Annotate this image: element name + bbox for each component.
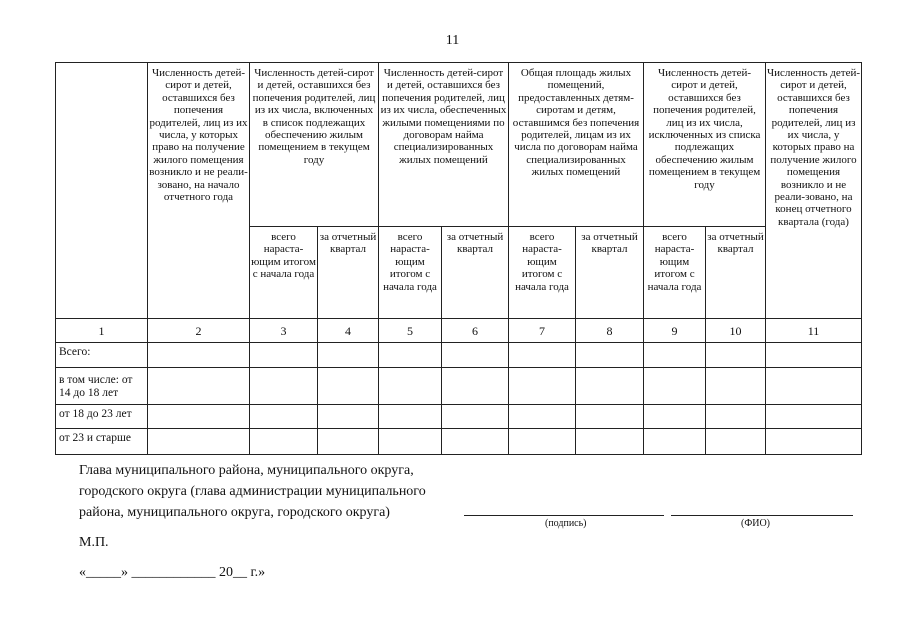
table-cell[interactable]	[379, 405, 442, 429]
header-col-2: Численность детей-сирот и детей, оставшихся без попечения родителей, лиц из их числа, у которых право на получение жилого помещения возникло и не реали-зовано, на начало отчетного года	[148, 63, 250, 319]
report-table	[55, 62, 862, 455]
signatory-title	[79, 460, 426, 523]
subheader-quarter: за отчетный квартал	[442, 227, 509, 319]
table-cell[interactable]	[250, 343, 318, 368]
table-cell[interactable]	[706, 405, 766, 429]
table-cell[interactable]	[509, 368, 576, 405]
header-col-7-8: Общая площадь жилых помещений, предоставленных детям-сиротам и детям, оставшимся без попечения родителей, лицам из их числа по договорам найма специализированных жилых помещений	[509, 63, 644, 227]
table-row	[56, 405, 862, 429]
table-cell[interactable]	[706, 343, 766, 368]
column-number: 8	[576, 319, 644, 343]
header-col-5-6: Численность детей-сирот и детей, оставшихся без попечения родителей, лиц из их числа, обеспеченных жилыми помещениями по договорам найма специализированных жилых помещений	[379, 63, 509, 227]
subheader-quarter: за отчетный квартал	[706, 227, 766, 319]
table-cell[interactable]	[509, 429, 576, 455]
table-cell[interactable]	[318, 405, 379, 429]
header-col-3-4: Численность детей-сирот и детей, оставшихся без попечения родителей, лиц из их числа, включенных в список подлежащих обеспечению жилым помещением в текущем году	[250, 63, 379, 227]
subheader-quarter: за отчетный квартал	[318, 227, 379, 319]
table-cell[interactable]	[250, 429, 318, 455]
subheader-total: всего нараста-ющим итогом с начала года	[509, 227, 576, 319]
column-number: 9	[644, 319, 706, 343]
table-row	[56, 343, 862, 368]
table-cell[interactable]	[644, 368, 706, 405]
row-label: в том числе: от 14 до 18 лет	[56, 368, 148, 405]
subheader-total: всего нараста-ющим итогом с начала года	[644, 227, 706, 319]
table-cell[interactable]	[318, 368, 379, 405]
signatory-line: Глава муниципального района, муниципального округа,	[79, 463, 414, 478]
table-cell[interactable]	[509, 405, 576, 429]
table-cell[interactable]	[766, 405, 862, 429]
column-number: 3	[250, 319, 318, 343]
table-cell[interactable]	[148, 429, 250, 455]
table-cell[interactable]	[148, 368, 250, 405]
table-cell[interactable]	[442, 405, 509, 429]
table-cell[interactable]	[509, 343, 576, 368]
subheader-total: всего нараста-ющим итогом с начала года	[379, 227, 442, 319]
table-row	[56, 429, 862, 455]
table-cell[interactable]	[644, 343, 706, 368]
page-number: 11	[445, 33, 460, 48]
column-number: 6	[442, 319, 509, 343]
table-cell[interactable]	[766, 368, 862, 405]
name-caption: (ФИО)	[741, 518, 771, 529]
table-cell[interactable]	[442, 368, 509, 405]
table-cell[interactable]	[442, 429, 509, 455]
table-cell[interactable]	[644, 405, 706, 429]
table-cell[interactable]	[706, 368, 766, 405]
signature-caption: (подпись)	[545, 518, 587, 529]
table-cell[interactable]	[644, 429, 706, 455]
header-col-9-10: Численность детей-сирот и детей, оставшихся без попечения родителей, лиц из их числа, исключенных из списка подлежащих обеспечению жилым помещением в текущем году	[644, 63, 766, 227]
table-cell[interactable]	[576, 429, 644, 455]
column-number: 7	[509, 319, 576, 343]
table-cell[interactable]	[250, 405, 318, 429]
row-label: Всего:	[56, 343, 148, 368]
stamp-label: М.П.	[79, 535, 109, 550]
table-cell[interactable]	[148, 343, 250, 368]
column-number: 11	[766, 319, 862, 343]
table-cell[interactable]	[318, 429, 379, 455]
table-cell[interactable]	[379, 368, 442, 405]
column-number: 1	[56, 319, 148, 343]
column-number: 2	[148, 319, 250, 343]
row-label: от 23 и старше	[56, 429, 148, 455]
table-cell[interactable]	[250, 368, 318, 405]
table-cell[interactable]	[706, 429, 766, 455]
header-col-11: Численность детей-сирот и детей, оставшихся без попечения родителей, лиц из их числа, у которых право на получение жилого помещения возникло и не реали-зовано, на конец отчетного квартала (года)	[766, 63, 862, 319]
column-number: 4	[318, 319, 379, 343]
column-number: 5	[379, 319, 442, 343]
subheader-quarter: за отчетный квартал	[576, 227, 644, 319]
table-cell[interactable]	[379, 429, 442, 455]
column-number: 10	[706, 319, 766, 343]
signature-line[interactable]	[464, 515, 664, 516]
signatory-line: городского округа (глава администрации муниципального	[79, 484, 426, 499]
table-cell[interactable]	[442, 343, 509, 368]
table-cell[interactable]	[576, 343, 644, 368]
table-cell[interactable]	[576, 368, 644, 405]
row-label: от 18 до 23 лет	[56, 405, 148, 429]
signatory-line: района, муниципального округа, городского округа)	[79, 505, 390, 520]
table-row	[56, 368, 862, 405]
date-line[interactable]: «_____» ____________ 20__ г.»	[79, 565, 266, 580]
table-cell[interactable]	[766, 429, 862, 455]
table-cell[interactable]	[576, 405, 644, 429]
table-cell[interactable]	[148, 405, 250, 429]
table-cell[interactable]	[766, 343, 862, 368]
name-line[interactable]	[671, 515, 853, 516]
subheader-total: всего нараста-ющим итогом с начала года	[250, 227, 318, 319]
header-col-1	[56, 63, 148, 319]
table-cell[interactable]	[318, 343, 379, 368]
table-cell[interactable]	[379, 343, 442, 368]
